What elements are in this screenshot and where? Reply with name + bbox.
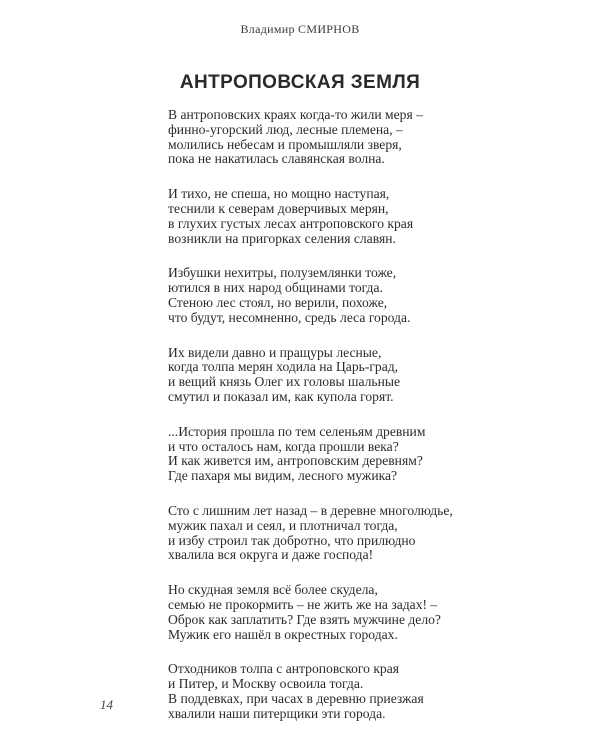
verse-line: В антроповских краях когда-то жили меря –	[168, 107, 423, 122]
verse-line: Где пахаря мы видим, лесного мужика?	[168, 468, 398, 484]
verse-line: в глухих густых лесах антроповского края	[168, 215, 414, 231]
verse-line: И тихо, не спеша, но мощно наступая,	[168, 186, 390, 202]
verse-line: ...История прошла по тем селеньям древним	[168, 423, 426, 439]
verse-line: В поддевках, при часах в деревню приезжая	[168, 690, 424, 706]
verse-line: Избушки нехитры, полуземлянки тоже,	[168, 265, 397, 281]
verse-line: ютился в них народ общинами тогда.	[168, 280, 383, 296]
stanza-6	[168, 504, 588, 563]
verse-line: Их видели давно и пращуры лесные,	[168, 344, 382, 360]
verse-line: финно-угорский люд, лесные племена, –	[168, 121, 403, 137]
verse-line: Стеною лес стоял, но верили, похоже,	[168, 294, 388, 310]
verse-line: хвалила вся округа и даже господа!	[168, 547, 374, 563]
verse-line: и избу строил так добротно, что прилюдно	[168, 532, 416, 548]
page-number: 14	[100, 697, 113, 712]
verse-line: хвалили наши питерщики эти города.	[168, 705, 386, 721]
verse-line: смутил и показал им, как купола горят.	[168, 388, 394, 404]
verse-line: пока не накатилась славянская волна.	[168, 151, 385, 167]
poem-body	[168, 108, 588, 742]
stanza-4	[168, 346, 588, 405]
verse-line: теснили к северам доверчивых мерян,	[168, 200, 389, 216]
verse-line: Оброк как заплатить? Где взять мужчине дело?	[168, 611, 441, 627]
verse-line: Мужик его нашёл в окрестных городах.	[168, 626, 398, 642]
poem-title: АНТРОПОВСКАЯ ЗЕМЛЯ	[179, 72, 421, 93]
verse-line: Сто с лишним лет назад – в деревне многолюдье,	[168, 502, 453, 518]
verse-line: возникли на пригорках селения славян.	[168, 230, 396, 246]
stanza-8	[168, 662, 588, 721]
verse-line: молились небесам и промышляли зверя,	[168, 136, 402, 152]
stanza-2	[168, 187, 588, 246]
stanza-7	[168, 583, 588, 642]
running-header-author: Владимир СМИРНОВ	[240, 22, 360, 36]
verse-line: и что осталось нам, когда прошли века?	[168, 438, 399, 454]
stanza-1	[168, 108, 588, 167]
verse-line: и вещий князь Олег их головы шальные	[168, 374, 401, 390]
stanza-3	[168, 266, 588, 325]
stanza-5	[168, 425, 588, 484]
verse-line: мужик пахал и сеял, и плотничал тогда,	[168, 517, 398, 533]
verse-line: и Питер, и Москву освоила тогда.	[168, 676, 364, 692]
verse-line: Отходников толпа с антроповского края	[168, 661, 400, 677]
verse-line: Но скудная земля всё более скудела,	[168, 582, 378, 598]
verse-line: семью не прокормить – не жить же на задах! –	[168, 596, 438, 612]
verse-line: И как живется им, антроповским деревням?	[168, 453, 423, 469]
verse-line: когда толпа мерян ходила на Царь-град,	[168, 359, 399, 375]
verse-line: что будут, несомненно, средь леса города.	[168, 309, 411, 325]
